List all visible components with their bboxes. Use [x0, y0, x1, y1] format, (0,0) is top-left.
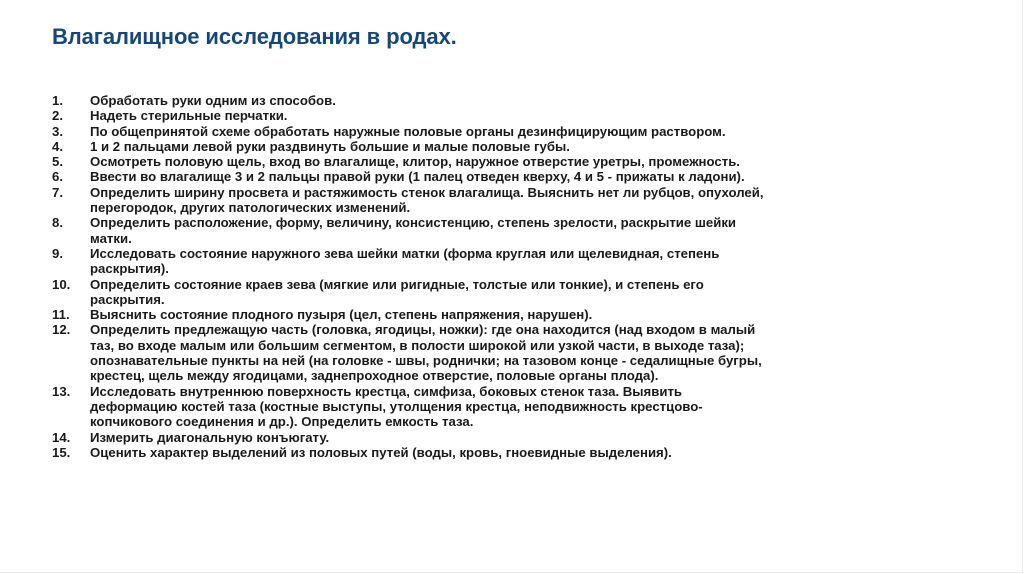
step-text [90, 307, 912, 322]
step-line: Определить состояние краев зева (мягкие или ригидные, толстые или тонкие), и степень его [90, 276, 704, 292]
steps-list [52, 93, 912, 460]
step-number: 2. [52, 108, 63, 124]
step-line: Обработать руки одним из способов. [90, 93, 336, 108]
step-item [52, 139, 912, 154]
step-text [90, 277, 912, 308]
step-text [90, 384, 912, 430]
step-line: перегородок, других патологических изменений. [90, 200, 411, 216]
step-line: Выяснить состояние плодного пузыря (цел, степень напряжения, нарушен). [90, 307, 593, 323]
step-number: 9. [52, 245, 63, 261]
step-item [52, 185, 912, 216]
step-line: 1 и 2 пальцами левой руки раздвинуть большие и малые половые губы. [90, 138, 570, 154]
step-item [52, 169, 912, 184]
step-line: раскрытия. [90, 291, 165, 307]
step-text [90, 322, 912, 383]
step-text [90, 246, 912, 277]
step-number: 7. [52, 184, 63, 200]
step-item [52, 430, 912, 445]
slide-title: Влагалищное исследования в родах. [52, 24, 457, 49]
step-number: 3. [52, 123, 63, 139]
step-item [52, 445, 912, 460]
step-line: Определить ширину просвета и растяжимость стенок влагалища. Выяснить нет ли рубцов, опухолей, [90, 184, 764, 200]
step-number: 15. [52, 444, 71, 460]
step-item [52, 307, 912, 322]
step-number: 5. [52, 154, 63, 170]
step-text [90, 445, 912, 460]
step-number: 14. [52, 429, 71, 445]
step-number: 10. [52, 276, 71, 292]
step-line: По общепринятой схеме обработать наружные половые органы дезинфицирующим раствором. [90, 123, 726, 139]
step-text [90, 154, 912, 169]
step-number: 1. [52, 93, 63, 108]
step-line: матки. [90, 230, 132, 246]
step-item [52, 322, 912, 383]
step-text [90, 108, 912, 123]
step-number: 13. [52, 383, 71, 399]
step-text [90, 124, 912, 139]
step-line: копчикового соединения и др.). Определить емкость таза. [90, 414, 474, 430]
step-line: таз, во входе малым или большим сегментом, в полости широкой или узкой части, в выходе таза); [90, 337, 745, 353]
step-item [52, 215, 912, 246]
step-number: 8. [52, 215, 63, 231]
step-item [52, 93, 912, 108]
step-text [90, 169, 912, 184]
step-line: деформацию костей таза (костные выступы, утолщения крестца, неподвижность крестцово- [90, 398, 703, 414]
step-line: Исследовать состояние наружного зева шейки матки (форма круглая или щелевидная, степень [90, 245, 720, 261]
step-text [90, 93, 912, 108]
step-text [90, 430, 912, 445]
step-text [90, 139, 912, 154]
step-item [52, 246, 912, 277]
step-line: Измерить диагональную конъюгату. [90, 429, 330, 445]
step-number: 11. [52, 307, 70, 323]
step-item [52, 124, 912, 139]
step-line: Ввести во влагалище 3 и 2 пальцы правой руки (1 палец отведен кверху, 4 и 5 - прижаты к ладони). [90, 169, 745, 185]
step-item [52, 277, 912, 308]
step-item [52, 384, 912, 430]
step-line: Оценить характер выделений из половых путей (воды, кровь, гноевидные выделения). [90, 444, 672, 460]
step-line: раскрытия). [90, 261, 169, 277]
step-number: 4. [52, 138, 63, 154]
step-line: крестец, щель между ягодицами, заднепроходное отверстие, половые органы плода). [90, 368, 659, 384]
step-text [90, 215, 912, 246]
step-line: опознавательные пункты на ней (на головке - швы, роднички; на тазовом конце - седалищные бугры, [90, 353, 762, 369]
step-text [90, 185, 912, 216]
step-line: Исследовать внутреннюю поверхность крестца, симфиза, боковых стенок таза. Выявить [90, 383, 683, 399]
step-item [52, 108, 912, 123]
step-item [52, 154, 912, 169]
step-line: Надеть стерильные перчатки. [90, 108, 288, 124]
step-line: Определить расположение, форму, величину, консистенцию, степень зрелости, раскрытие шейки [90, 215, 737, 231]
step-line: Определить предлежащую часть (головка, ягодицы, ножки): где она находится (над входом в малый [90, 322, 756, 338]
step-number: 12. [52, 322, 71, 338]
step-line: Осмотреть половую щель, вход во влагалище, клитор, наружное отверстие уретры, промежность. [90, 154, 740, 170]
step-number: 6. [52, 169, 63, 185]
